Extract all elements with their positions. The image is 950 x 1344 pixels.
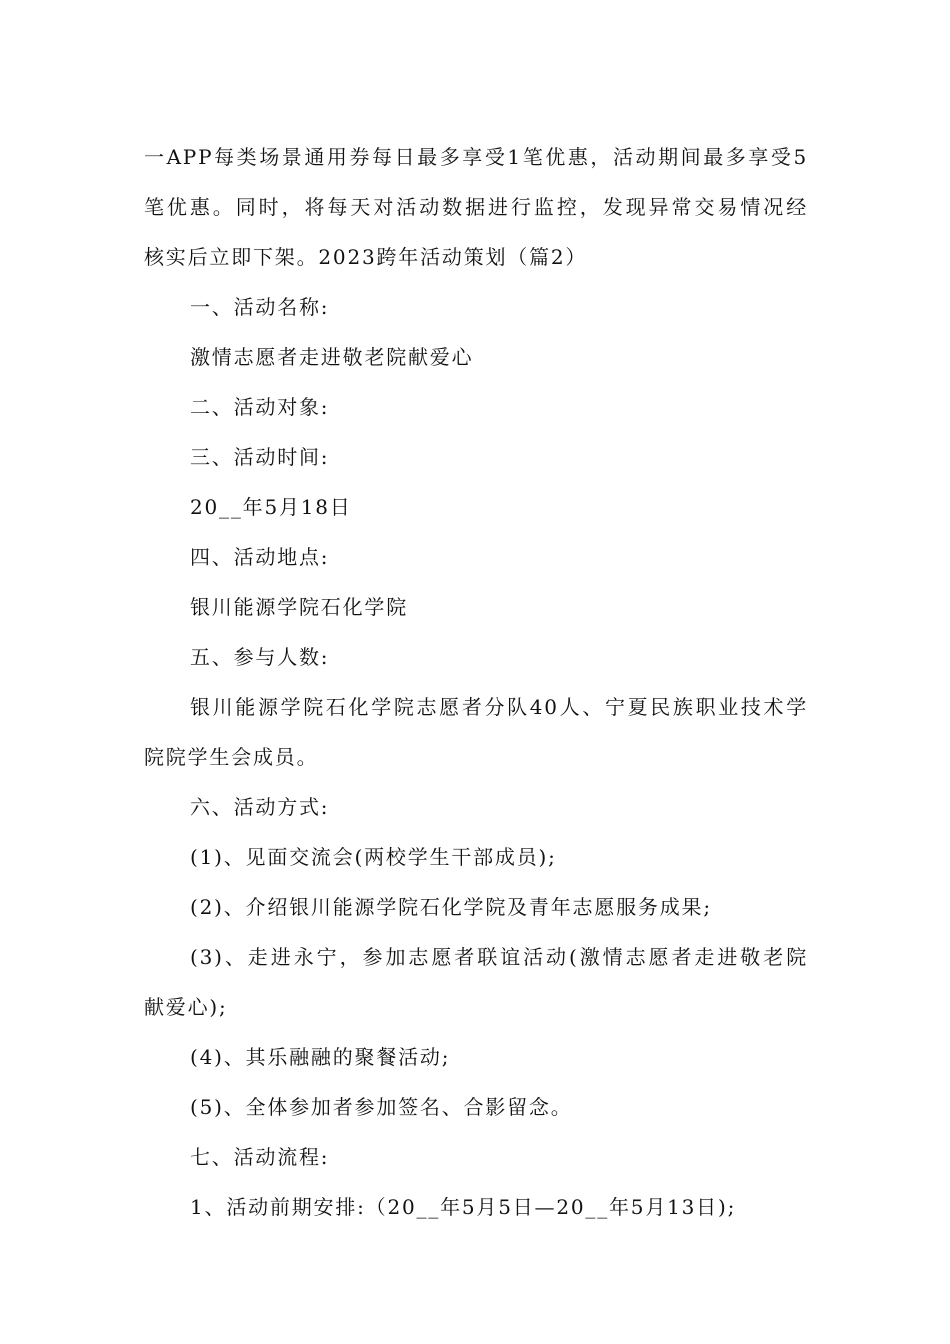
paragraph-line: 银川能源学院石化学院志愿者分队40人、宁夏民族职业技术学 <box>190 695 808 719</box>
list-item: (5)、全体参加者参加签名、合影留念。 <box>190 1095 573 1119</box>
section-heading: 六、活动方式: <box>190 795 330 819</box>
list-item: (2)、介绍银川能源学院石化学院及青年志愿服务成果; <box>190 895 712 919</box>
paragraph-line: 20__年5月18日 <box>190 495 352 519</box>
list-item: (3)、走进永宁，参加志愿者联谊活动(激情志愿者走进敬老院 <box>190 945 808 969</box>
section-heading: 二、活动对象: <box>190 395 330 419</box>
section-heading: 五、参与人数: <box>190 645 330 669</box>
list-item: 1、活动前期安排:（20__年5月5日—20__年5月13日); <box>190 1195 737 1219</box>
list-item-continuation: 献爱心); <box>144 995 228 1019</box>
paragraph-line: 激情志愿者走进敬老院献爱心 <box>190 345 474 369</box>
list-item: (1)、见面交流会(两校学生干部成员); <box>190 845 557 869</box>
section-heading: 四、活动地点: <box>190 545 330 569</box>
paragraph-line: 银川能源学院石化学院 <box>190 595 408 619</box>
paragraph-line: 笔优惠。同时，将每天对活动数据进行监控，发现异常交易情况经 <box>144 195 808 219</box>
paragraph-line: 核实后立即下架。2023跨年活动策划（篇2） <box>144 245 588 269</box>
list-item: (4)、其乐融融的聚餐活动; <box>190 1045 451 1069</box>
section-heading: 七、活动流程: <box>190 1145 330 1169</box>
section-heading: 一、活动名称: <box>190 295 330 319</box>
document-body <box>144 132 808 1232</box>
paragraph-line: 院院学生会成员。 <box>144 745 319 769</box>
paragraph-line: 一APP每类场景通用券每日最多享受1笔优惠，活动期间最多享受5 <box>144 145 808 169</box>
section-heading: 三、活动时间: <box>190 445 330 469</box>
